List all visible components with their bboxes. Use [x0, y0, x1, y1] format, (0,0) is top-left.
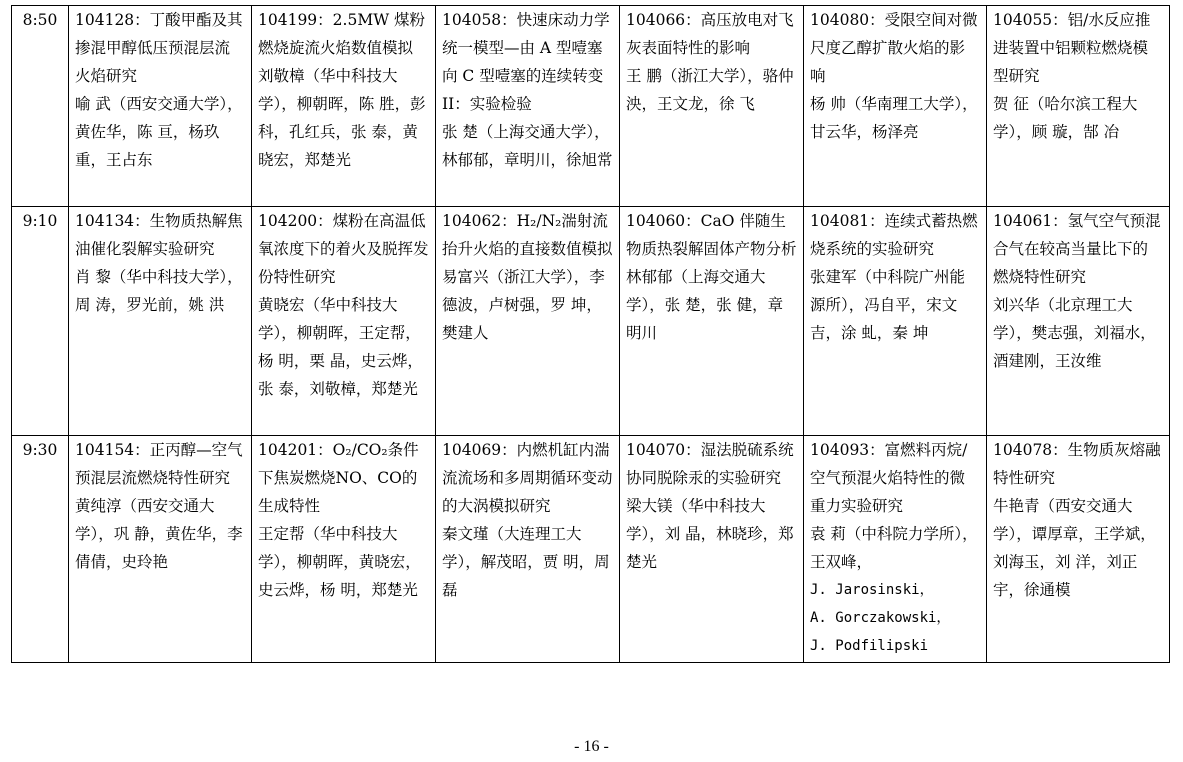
paper-cell: [804, 436, 987, 663]
paper-title: 104154：正丙醇—空气预混层流燃烧特性研究: [75, 441, 243, 487]
time-slot: 9:30: [12, 436, 69, 663]
paper-title: 104080：受限空间对微尺度乙醇扩散火焰的影响: [810, 11, 978, 85]
paper-cell: [987, 207, 1170, 436]
paper-cell: [804, 207, 987, 436]
paper-authors: 杨 帅（华南理工大学），甘云华，杨泽亮: [810, 95, 978, 141]
paper-authors: 黄纯淳（西安交通大学），巩 静，黄佐华，李倩倩，史玲艳: [75, 497, 243, 571]
paper-title: 104078：生物质灰熔融特性研究: [993, 441, 1161, 487]
paper-authors: 张 楚（上海交通大学），林郁郁，章明川，徐旭常: [442, 123, 613, 169]
paper-cell: [436, 6, 620, 207]
paper-title: 104200：煤粉在高温低氧浓度下的着火及脱挥发份特性研究: [258, 212, 429, 286]
paper-title: 104062：H₂/N₂湍射流抬升火焰的直接数值模拟: [442, 212, 613, 258]
paper-title: 104081：连续式蓄热燃烧系统的实验研究: [810, 212, 978, 258]
schedule-table: [11, 5, 1170, 663]
paper-authors: 王定帮（华中科技大学），柳朝晖，黄晓宏，史云烨，杨 明，郑楚光: [258, 525, 421, 599]
paper-title: 104055：铝/水反应推进装置中铝颗粒燃烧模型研究: [993, 11, 1151, 85]
page-number: - 16 -: [574, 738, 609, 755]
paper-authors: 喻 武（西安交通大学），黄佐华，陈 亘，杨玖重，王占东: [75, 95, 243, 169]
paper-authors: 袁 莉（中科院力学所），王双峰，: [810, 525, 978, 571]
paper-authors: 牛艳青（西安交通大学），谭厚章，王学斌，刘海玉，刘 洋，刘正宇，徐通模: [993, 497, 1156, 599]
paper-authors-latin: J. Podfilipski: [810, 638, 929, 654]
paper-cell: [620, 436, 804, 663]
paper-cell: [252, 207, 436, 436]
paper-title: 104058：快速床动力学统一模型—由 A 型噎塞向 C 型噎塞的连续转变 II：实验检验: [442, 11, 610, 113]
paper-title: 104066：高压放电对飞灰表面特性的影响: [626, 11, 794, 57]
paper-cell: [620, 6, 804, 207]
paper-authors: 易富兴（浙江大学），李德波，卢树强，罗 坤，樊建人: [442, 268, 605, 342]
paper-title: 104060：CaO 伴随生物质热裂解固体产物分析: [626, 212, 797, 258]
paper-authors: 肖 黎（华中科技大学），周 涛，罗光前，姚 洪: [75, 268, 243, 314]
schedule-body: [12, 6, 1170, 663]
paper-title: 104093：富燃料丙烷/空气预混火焰特性的微重力实验研究: [810, 441, 968, 515]
paper-title: 104199：2.5MW 煤粉燃烧旋流火焰数值模拟: [258, 11, 426, 57]
table-row: [12, 6, 1170, 207]
paper-cell: [252, 6, 436, 207]
paper-cell: [69, 436, 252, 663]
paper-title: 104128：丁酸甲酯及其掺混甲醇低压预混层流火焰研究: [75, 11, 243, 85]
paper-title: 104201：O₂/CO₂条件下焦炭燃烧NO、CO的生成特性: [258, 441, 419, 515]
paper-cell: [252, 436, 436, 663]
paper-authors: 刘兴华（北京理工大学），樊志强，刘福水，酒建刚，王汝维: [993, 296, 1156, 370]
paper-cell: [987, 436, 1170, 663]
paper-cell: [620, 207, 804, 436]
paper-title: 104061：氢气空气预混合气在较高当量比下的燃烧特性研究: [993, 212, 1161, 286]
paper-authors-latin: J. Jarosinski，: [810, 582, 934, 598]
paper-authors: 张建军（中科院广州能源所），冯自平，宋文吉，涂 虬，秦 坤: [810, 268, 966, 342]
paper-title: 104070：湿法脱硫系统协同脱除汞的实验研究: [626, 441, 794, 487]
paper-cell: [987, 6, 1170, 207]
paper-authors-latin: A. Gorczakowski，: [810, 610, 951, 626]
time-slot: 8:50: [12, 6, 69, 207]
paper-title: 104069：内燃机缸内湍流流场和多周期循环变动的大涡模拟研究: [442, 441, 613, 515]
paper-cell: [804, 6, 987, 207]
table-row: [12, 436, 1170, 663]
paper-authors: 梁大镁（华中科技大学），刘 晶，林晓珍，郑楚光: [626, 497, 794, 571]
paper-authors: 黄晓宏（华中科技大学），柳朝晖，王定帮，杨 明，栗 晶，史云烨，张 泰，刘敬樟，郑楚光: [258, 296, 423, 398]
paper-authors: 林郁郁（上海交通大学），张 楚，张 健，章明川: [626, 268, 784, 342]
paper-cell: [436, 436, 620, 663]
paper-cell: [69, 207, 252, 436]
paper-authors: 刘敬樟（华中科技大学），柳朝晖，陈 胜，彭 科，孔红兵，张 泰，黄晓宏，郑楚光: [258, 67, 426, 169]
paper-cell: [436, 207, 620, 436]
paper-authors: 王 鹏（浙江大学），骆仲泱，王文龙，徐 飞: [626, 67, 794, 113]
paper-authors: 秦文瑾（大连理工大学），解茂昭，贾 明，周 磊: [442, 525, 610, 599]
paper-title: 104134：生物质热解焦油催化裂解实验研究: [75, 212, 243, 258]
table-row: [12, 207, 1170, 436]
paper-authors: 贺 征（哈尔滨工程大学），顾 璇，郜 冶: [993, 95, 1138, 141]
paper-cell: [69, 6, 252, 207]
time-slot: 9:10: [12, 207, 69, 436]
